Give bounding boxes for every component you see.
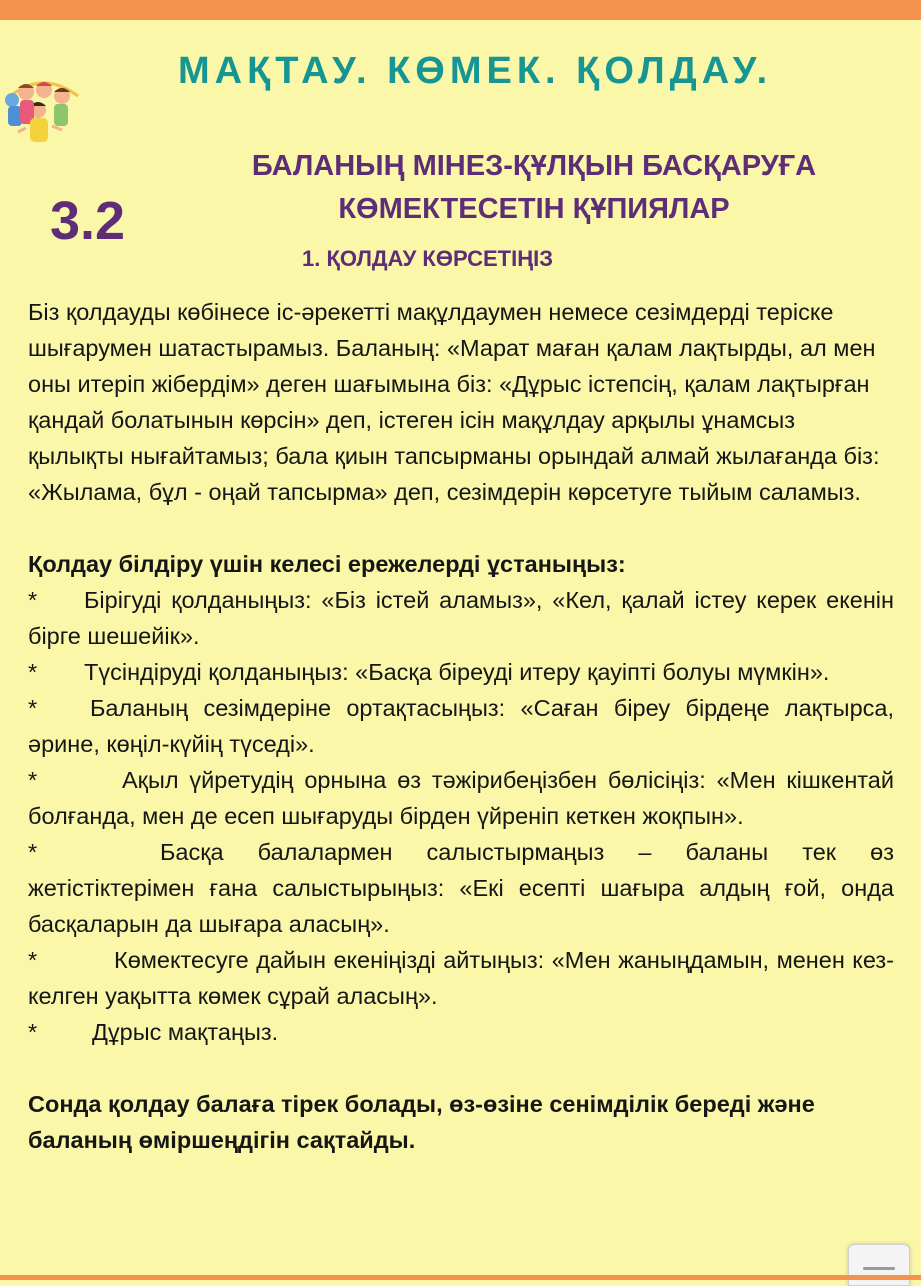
- paragraph-gap: [28, 1050, 894, 1086]
- rule-text: Түсіндіруді қолданыңыз: «Басқа біреуді итеру қауіпті болуы мүмкін».: [84, 659, 830, 685]
- subtitle: [180, 145, 888, 231]
- rule-item: [28, 1014, 894, 1050]
- subtitle-line-1: БАЛАНЫҢ МІНЕЗ-ҚҰЛҚЫН БАСҚАРУҒА: [251, 150, 817, 182]
- rule-text: Бірігуді қолданыңыз: «Біз істей аламыз», «Кел, қалай істеу керек екенін бірге шешейік».: [28, 587, 894, 649]
- rule-text: Ақыл үйретудің орнына өз тәжірибеңізбен бөлісіңіз: «Мен кішкентай болғанда, мен де есеп шығаруды бірден үйреніп кеткен жоқпын».: [28, 767, 894, 829]
- rule-item: [28, 942, 894, 1014]
- rule-item: [28, 690, 894, 762]
- rule-marker: *: [28, 587, 38, 613]
- bottom-orange-bar: [0, 1275, 921, 1280]
- rule-marker: *: [28, 839, 38, 865]
- rule-text: Көмектесуге дайын екеніңізді айтыңыз: «Мен жаныңдамын, менен кез-келген уақытта көмек сұрай аласың».: [28, 947, 894, 1009]
- rule-item: [28, 654, 894, 690]
- paragraph-gap: [28, 510, 894, 546]
- sub-heading: 1. ҚОЛДАУ КӨРСЕТІҢІЗ: [302, 246, 553, 271]
- children-logo-icon: [0, 70, 82, 152]
- main-title: МАҚТАУ. КӨМЕК. ҚОЛДАУ.: [178, 50, 773, 92]
- intro-paragraph: Біз қолдауды көбінесе іс-әрекетті мақұлдаумен немесе сезімдерді теріске шығарумен шатастырамыз. Баланың: «Марат маған қалам лақтырды, ал мен оны итеріп жібердім» деген шағымына біз: «Дұрыс істепсің, қалам лақтырған қандай болатынын көрсін» деп, істеген ісін мақұлдау арқылы ұнамсыз қылықты нығайтамыз; бала қиын тапсырманы орындай алмай жылағанда біз: «Жылама, бұл - оңай тапсырма» деп, сезімдерін көрсетуге тыйым саламыз.: [28, 299, 880, 505]
- rule-item: [28, 834, 894, 942]
- rules-heading: Қолдау білдіру үшін келесі ережелерді ұстаныңыз:: [28, 551, 626, 577]
- rule-marker: *: [28, 1019, 38, 1045]
- rule-text: Баланың сезімдеріне ортақтасыңыз: «Саған біреу бірдеңе лақтырса, әрине, көңіл-күйің түседі».: [28, 695, 894, 757]
- rule-text: Басқа балалармен салыстырмаңыз – баланы тек өз жетістіктерімен ғана салыстырыңыз: «Екі есепті шағыра алдың ғой, онда басқаларын да шығара аласың».: [28, 839, 894, 937]
- article-body: [28, 294, 894, 1158]
- section-number: 3.2: [50, 191, 126, 251]
- rule-item: [28, 582, 894, 654]
- subtitle-line-2: КӨМЕКТЕСЕТІН ҚҰПИЯЛАР: [338, 193, 730, 225]
- rule-item: [28, 762, 894, 834]
- conclusion-paragraph: Сонда қолдау балаға тірек болады, өз-өзіне сенімділік береді және баланың өміршеңдігін сақтайды.: [28, 1091, 815, 1153]
- rule-text: Дұрыс мақтаңыз.: [92, 1019, 279, 1045]
- rule-marker: *: [28, 767, 38, 793]
- rule-marker: *: [28, 947, 38, 973]
- top-orange-bar: [0, 0, 921, 20]
- rule-marker: *: [28, 695, 38, 721]
- rule-marker: *: [28, 659, 38, 685]
